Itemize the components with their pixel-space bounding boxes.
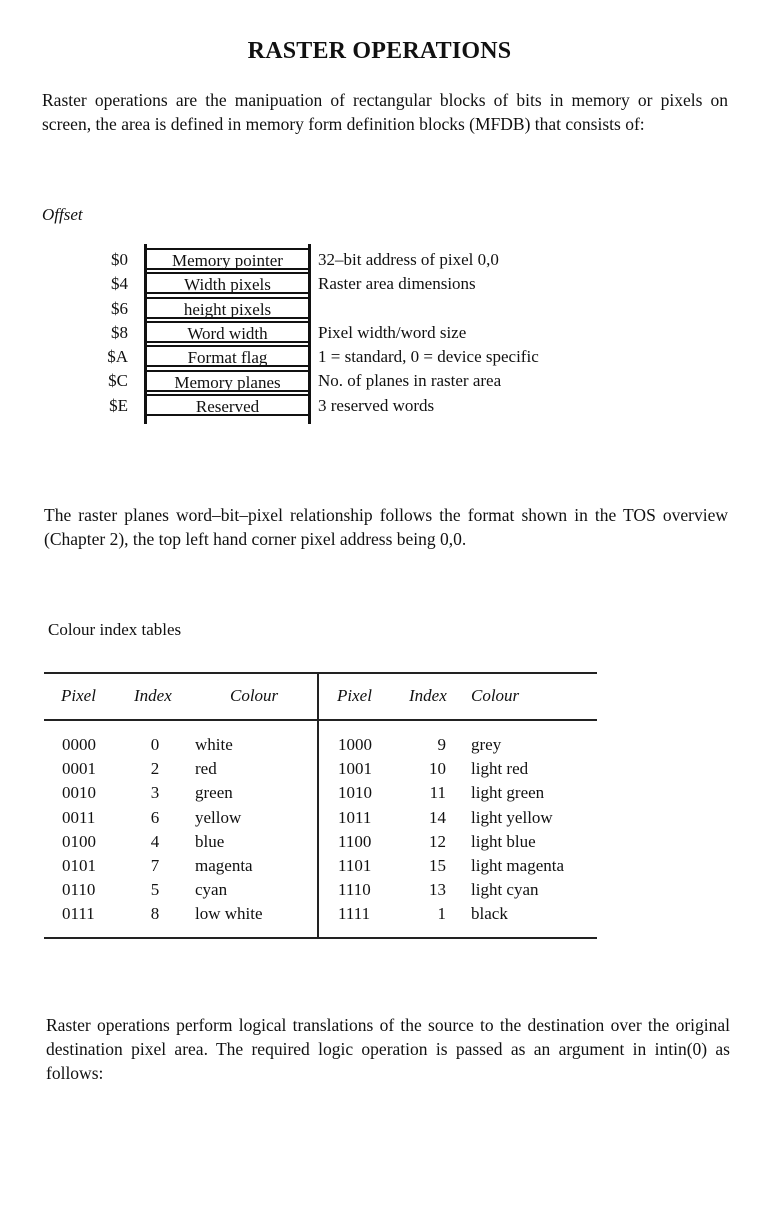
table-cell: 0000 (62, 735, 96, 754)
mfdb-offset: $0 (111, 250, 128, 269)
page-title: RASTER OPERATIONS (247, 38, 512, 64)
mfdb-field: Reserved (147, 394, 308, 416)
mfdb-field: Memory planes (147, 370, 308, 392)
table-cell: 1 (437, 904, 446, 924)
table-cell: light green (471, 783, 545, 803)
header-index: Index (409, 686, 447, 705)
left-colour-column (195, 733, 263, 927)
table-cell: black (471, 904, 508, 924)
mfdb-field: Memory pointer (147, 248, 308, 270)
mfdb-description: No. of planes in raster area (318, 371, 502, 391)
table-cell: blue (195, 831, 225, 851)
table-cell: light yellow (471, 807, 553, 827)
table-cell: 1010 (338, 783, 372, 803)
table-cell: 9 (437, 735, 446, 754)
closing-paragraph: Raster operations perform logical translations of the source to the destination over the original destination pixel area. The required logic operation is passed as an argument in intin(0) as follows: (46, 1015, 730, 1083)
intro-paragraph: Raster operations are the manipuation of rectangular blocks of bits in memory or pixels on screen, the area is defined in memory form definition blocks (MFDB) that consists of: (42, 90, 728, 134)
table-cell: light cyan (471, 880, 539, 900)
table-cell: red (195, 759, 217, 779)
table-title: Colour index tables (48, 620, 182, 639)
table-cell: 6 (150, 807, 160, 827)
table-cell: 0101 (62, 855, 96, 875)
mfdb-description: 3 reserved words (318, 395, 435, 415)
table-cell: 1000 (338, 735, 372, 754)
table-cell: 0 (150, 735, 160, 754)
table-cell: light magenta (471, 855, 565, 875)
mfdb-field: Format flag (147, 345, 308, 367)
table-cell: 1110 (338, 880, 371, 900)
mfdb-description: 1 = standard, 0 = device specific (318, 347, 539, 367)
mfdb-offset: $6 (111, 298, 128, 318)
mfdb-field: Word width (147, 321, 308, 343)
table-header-rule (44, 719, 597, 721)
mfdb-field: height pixels (147, 297, 308, 319)
table-cell: 0100 (62, 831, 96, 851)
table-cell: yellow (195, 807, 242, 827)
mfdb-offset: $A (107, 347, 128, 367)
table-cell: cyan (195, 880, 228, 900)
left-index-column (140, 733, 170, 927)
header-colour: Colour (471, 686, 520, 705)
table-cell: grey (471, 735, 502, 754)
right-pixel-column (338, 733, 372, 927)
table-cell: 2 (150, 759, 160, 779)
table-cell: 11 (429, 783, 446, 803)
table-cell: 13 (429, 880, 446, 900)
table-cell: light blue (471, 831, 536, 851)
table-bottom-rule (44, 937, 597, 939)
offset-label: Offset (42, 205, 83, 224)
right-index-column (418, 733, 446, 927)
table-top-rule (44, 672, 597, 674)
mfdb-description: Pixel width/word size (318, 322, 467, 342)
table-cell: 10 (429, 759, 446, 779)
mfdb-description: 32–bit address of pixel 0,0 (318, 250, 499, 269)
table-cell: 1100 (338, 831, 372, 851)
mfdb-description-column (318, 248, 539, 418)
left-pixel-column (62, 733, 96, 927)
table-cell: 0111 (62, 904, 95, 924)
table-cell: 0011 (62, 807, 96, 827)
table-cell: 14 (429, 807, 446, 827)
mfdb-offset-column (88, 248, 128, 418)
table-cell: 1001 (338, 759, 372, 779)
mfdb-offset: $C (108, 371, 128, 391)
table-cell: 3 (150, 783, 160, 803)
table-divider (317, 672, 319, 938)
table-cell: 1111 (338, 904, 371, 924)
planes-paragraph: The raster planes word–bit–pixel relationship follows the format shown in the TOS overview (Chapter 2), the top left hand corner pixel address being 0,0. (44, 505, 728, 549)
mfdb-offset: $4 (111, 274, 128, 294)
header-pixel: Pixel (61, 686, 96, 705)
table-cell: 0001 (62, 759, 96, 779)
header-index: Index (134, 686, 172, 705)
table-cell: 1011 (338, 807, 372, 827)
table-cell: low white (195, 904, 263, 924)
table-cell: 12 (429, 831, 446, 851)
table-cell: magenta (195, 855, 253, 875)
table-cell: 5 (150, 880, 160, 900)
header-colour: Colour (230, 686, 279, 705)
right-colour-column (471, 733, 564, 927)
table-cell: 15 (429, 855, 446, 875)
mfdb-offset: $E (109, 395, 128, 415)
table-cell: 4 (150, 831, 160, 851)
mfdb-offset: $8 (111, 322, 128, 342)
header-pixel: Pixel (337, 686, 372, 705)
table-cell: 0110 (62, 880, 96, 900)
table-cell: 8 (150, 904, 160, 924)
table-cell: 1101 (338, 855, 372, 875)
mfdb-structure-box (144, 244, 311, 424)
mfdb-field: Width pixels (147, 272, 308, 294)
table-cell: 7 (150, 855, 160, 875)
mfdb-description (318, 297, 539, 321)
table-cell: green (195, 783, 233, 803)
mfdb-description: Raster area dimensions (318, 274, 476, 294)
table-cell: white (195, 735, 233, 754)
table-cell: light red (471, 759, 529, 779)
table-cell: 0010 (62, 783, 96, 803)
